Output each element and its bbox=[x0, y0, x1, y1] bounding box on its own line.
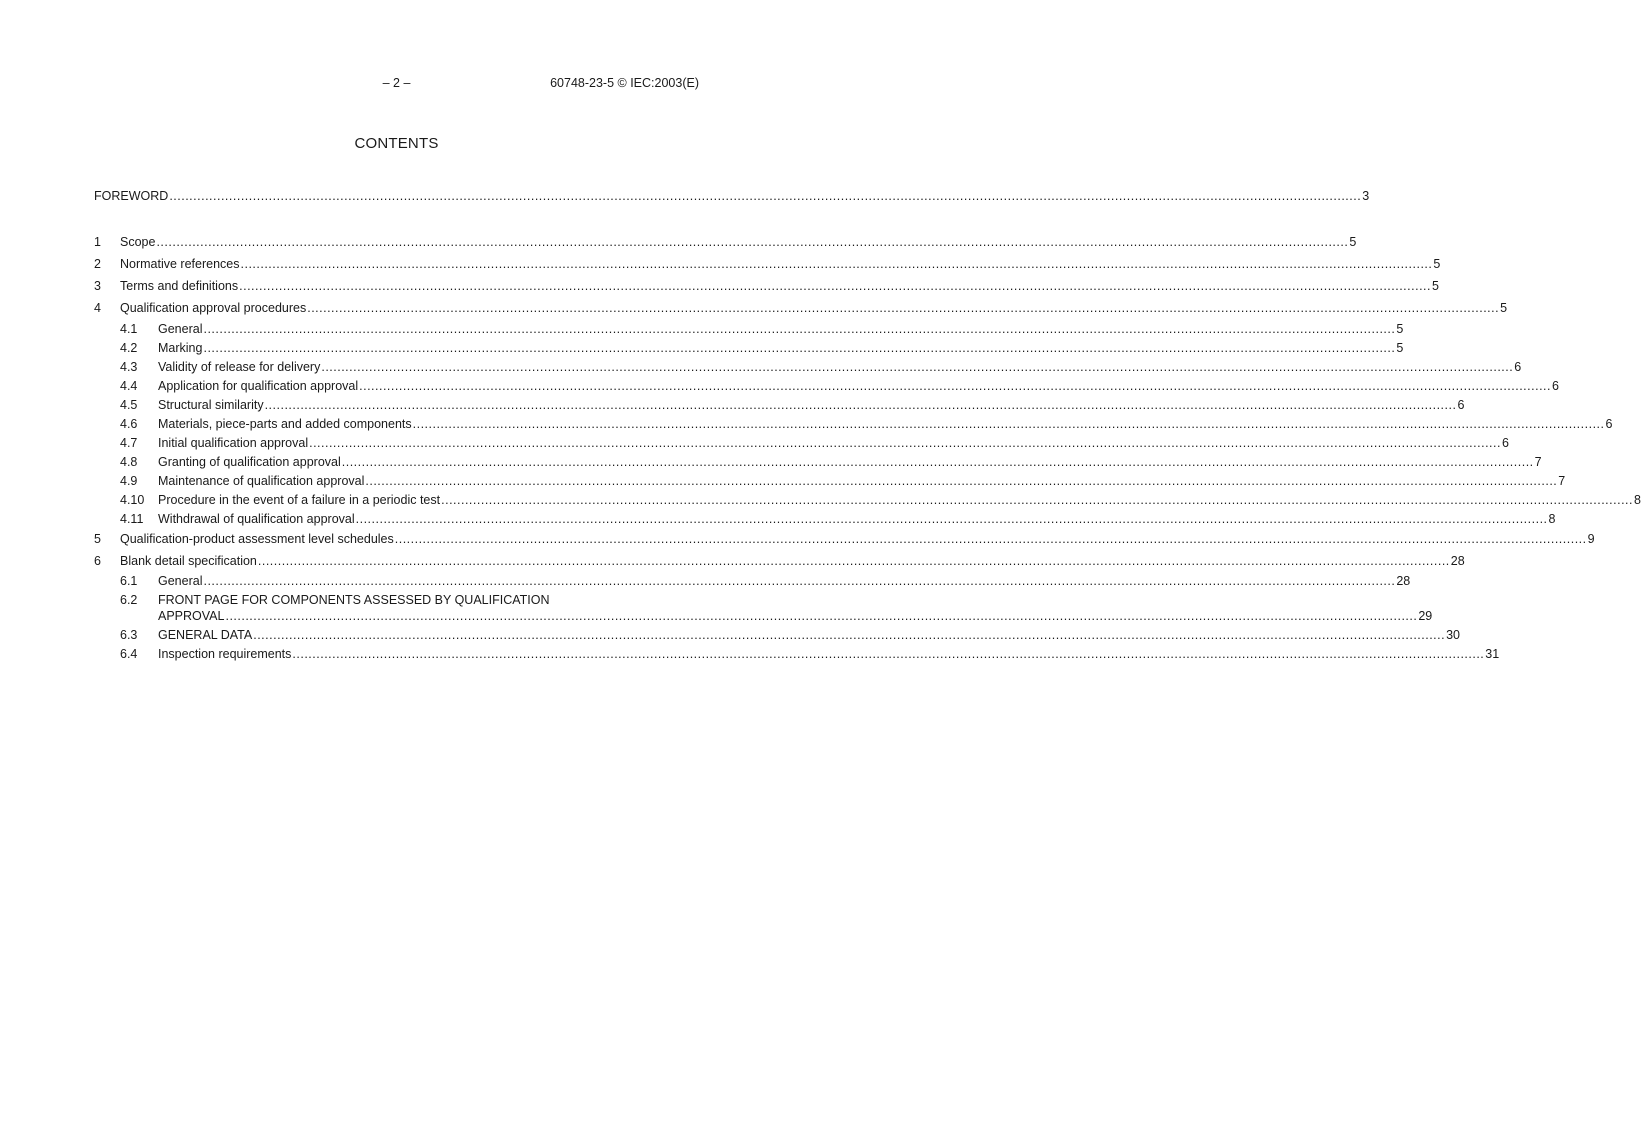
page-header bbox=[94, 76, 699, 94]
leader-dots bbox=[239, 278, 1431, 294]
toc-entry-page: 6 bbox=[1552, 379, 1559, 393]
toc-entry[interactable] bbox=[94, 592, 1433, 624]
leader-dots bbox=[342, 454, 1534, 470]
toc-entry-page: 28 bbox=[1396, 574, 1411, 588]
toc-entry-page: 5 bbox=[1432, 279, 1439, 293]
toc-entry-page: 5 bbox=[1349, 235, 1357, 249]
toc-entry-number: 4.3 bbox=[120, 360, 138, 374]
toc-entry-label: Qualification approval procedures bbox=[120, 301, 307, 315]
toc-entry-label: Qualification-product assessment level schedules bbox=[120, 532, 394, 546]
toc-entry-number: 6.2 bbox=[120, 593, 138, 607]
leader-dots bbox=[156, 234, 1348, 250]
leader-dots bbox=[292, 646, 1484, 662]
toc-entry-number: 4.11 bbox=[120, 512, 144, 526]
toc-entry[interactable] bbox=[94, 321, 1404, 337]
toc-entry[interactable] bbox=[94, 627, 1461, 643]
toc-entry[interactable] bbox=[94, 573, 1411, 589]
toc-entry[interactable] bbox=[94, 435, 1509, 451]
toc-entry-number: 4.7 bbox=[120, 436, 138, 450]
leader-dots bbox=[359, 378, 1551, 394]
toc-entry[interactable] bbox=[94, 234, 1357, 250]
leader-dots bbox=[203, 340, 1395, 356]
leader-dots bbox=[441, 492, 1633, 508]
toc-entry-page: 5 bbox=[1500, 301, 1508, 315]
toc-entry-label: Normative references bbox=[120, 257, 240, 271]
toc-entry-label: GENERAL DATA bbox=[158, 628, 253, 642]
toc-entry-label: Blank detail specification bbox=[120, 554, 257, 568]
toc-entry[interactable] bbox=[94, 278, 1439, 294]
toc-entry-label: FOREWORD bbox=[94, 189, 169, 203]
toc-entry-page: 6 bbox=[1457, 398, 1465, 412]
document-reference: 60748-23-5 © IEC:2003(E) bbox=[550, 76, 699, 90]
toc-entry[interactable] bbox=[94, 359, 1522, 375]
toc-entry-number: 4.9 bbox=[120, 474, 138, 488]
toc-entry-page: 31 bbox=[1485, 647, 1500, 661]
toc-entry-page: 29 bbox=[1418, 609, 1433, 623]
toc-entry[interactable] bbox=[94, 300, 1508, 316]
table-of-contents bbox=[94, 188, 1641, 662]
toc-entry-label: Validity of release for delivery bbox=[158, 360, 321, 374]
toc-entry-page: 28 bbox=[1450, 554, 1465, 568]
toc-entry-number: 1 bbox=[94, 235, 101, 249]
leader-dots bbox=[253, 627, 1445, 643]
toc-entry-page: 7 bbox=[1534, 455, 1542, 469]
toc-entry-number: 4.1 bbox=[120, 322, 138, 336]
toc-entry-number: 6.4 bbox=[120, 647, 138, 661]
toc-entry-page: 6 bbox=[1501, 436, 1509, 450]
page-title: CONTENTS bbox=[354, 135, 439, 152]
toc-entry-page: 5 bbox=[1396, 322, 1404, 336]
toc-entry[interactable] bbox=[94, 378, 1559, 394]
toc-entry-number: 5 bbox=[94, 532, 101, 546]
page-number: – 2 – bbox=[382, 76, 411, 90]
toc-entry-page: 9 bbox=[1587, 532, 1595, 546]
toc-entry-label: Scope bbox=[120, 235, 156, 249]
toc-entry-number: 4.10 bbox=[120, 493, 145, 507]
toc-entry-page: 6 bbox=[1514, 360, 1522, 374]
toc-entry-label: Structural similarity bbox=[158, 398, 264, 412]
toc-entry-page: 7 bbox=[1558, 474, 1566, 488]
leader-dots bbox=[413, 416, 1605, 432]
leader-dots bbox=[203, 321, 1395, 337]
toc-entry-label-continued: APPROVAL bbox=[158, 609, 225, 623]
toc-entry-number: 2 bbox=[94, 257, 101, 271]
toc-entry-number: 6 bbox=[94, 554, 101, 568]
leader-dots bbox=[265, 397, 1457, 413]
leader-dots bbox=[258, 553, 1450, 569]
leader-dots bbox=[365, 473, 1557, 489]
toc-entry-number: 6.1 bbox=[120, 574, 138, 588]
toc-entry-label: Maintenance of qualification approval bbox=[158, 474, 365, 488]
toc-entry-label: Withdrawal of qualification approval bbox=[158, 512, 355, 526]
leader-dots bbox=[307, 300, 1499, 316]
toc-entry-label: Application for qualification approval bbox=[158, 379, 359, 393]
leader-dots bbox=[203, 573, 1395, 589]
leader-dots bbox=[169, 188, 1361, 204]
toc-entry[interactable] bbox=[94, 646, 1500, 662]
toc-entry[interactable] bbox=[94, 531, 1595, 547]
toc-entry-label-line2 bbox=[158, 608, 1432, 624]
leader-dots bbox=[309, 435, 1501, 451]
toc-entry-number: 4.6 bbox=[120, 417, 138, 431]
leader-dots bbox=[321, 359, 1513, 375]
toc-entry-number: 4.2 bbox=[120, 341, 138, 355]
toc-entry[interactable] bbox=[94, 340, 1404, 356]
toc-entry-page: 6 bbox=[1605, 417, 1613, 431]
leader-dots bbox=[395, 531, 1587, 547]
toc-entry-label: Initial qualification approval bbox=[158, 436, 309, 450]
toc-entry-label: Granting of qualification approval bbox=[158, 455, 341, 469]
toc-entry-page: 8 bbox=[1634, 493, 1641, 507]
toc-entry[interactable] bbox=[94, 416, 1613, 432]
toc-entry[interactable] bbox=[94, 473, 1566, 489]
toc-entry[interactable] bbox=[94, 454, 1542, 470]
toc-entry-number: 4 bbox=[94, 301, 101, 315]
leader-dots bbox=[225, 608, 1417, 624]
toc-entry-number: 6.3 bbox=[120, 628, 138, 642]
toc-entry-number: 4.4 bbox=[120, 379, 138, 393]
toc-entry-page: 3 bbox=[1362, 189, 1370, 203]
leader-dots bbox=[241, 256, 1433, 272]
toc-entry-label-block bbox=[158, 592, 1432, 624]
toc-entry-label: Terms and definitions bbox=[120, 279, 239, 293]
toc-entry[interactable] bbox=[94, 397, 1465, 413]
toc-entry[interactable] bbox=[94, 553, 1465, 569]
toc-entry-label: FRONT PAGE FOR COMPONENTS ASSESSED BY QUALIFICATION bbox=[158, 593, 550, 607]
toc-entry-page: 30 bbox=[1446, 628, 1461, 642]
toc-entry-label: Inspection requirements bbox=[158, 647, 292, 661]
toc-entry[interactable] bbox=[94, 511, 1556, 527]
toc-entry-page: 8 bbox=[1548, 512, 1556, 526]
toc-entry-page: 5 bbox=[1396, 341, 1404, 355]
toc-entry-label: Procedure in the event of a failure in a periodic test bbox=[158, 493, 441, 507]
toc-entry-number: 4.5 bbox=[120, 398, 138, 412]
toc-entry-foreword[interactable] bbox=[94, 188, 1370, 204]
toc-entry-number: 3 bbox=[94, 279, 101, 293]
toc-entry-number: 4.8 bbox=[120, 455, 138, 469]
toc-entry[interactable] bbox=[94, 492, 1641, 508]
toc-entry-label: Materials, piece-parts and added components bbox=[158, 417, 412, 431]
toc-entry-label: General bbox=[158, 322, 203, 336]
toc-entry-label: Marking bbox=[158, 341, 203, 355]
leader-dots bbox=[356, 511, 1548, 527]
toc-entry-label: General bbox=[158, 574, 203, 588]
toc-entry-page: 5 bbox=[1433, 257, 1441, 271]
toc-entry[interactable] bbox=[94, 256, 1441, 272]
